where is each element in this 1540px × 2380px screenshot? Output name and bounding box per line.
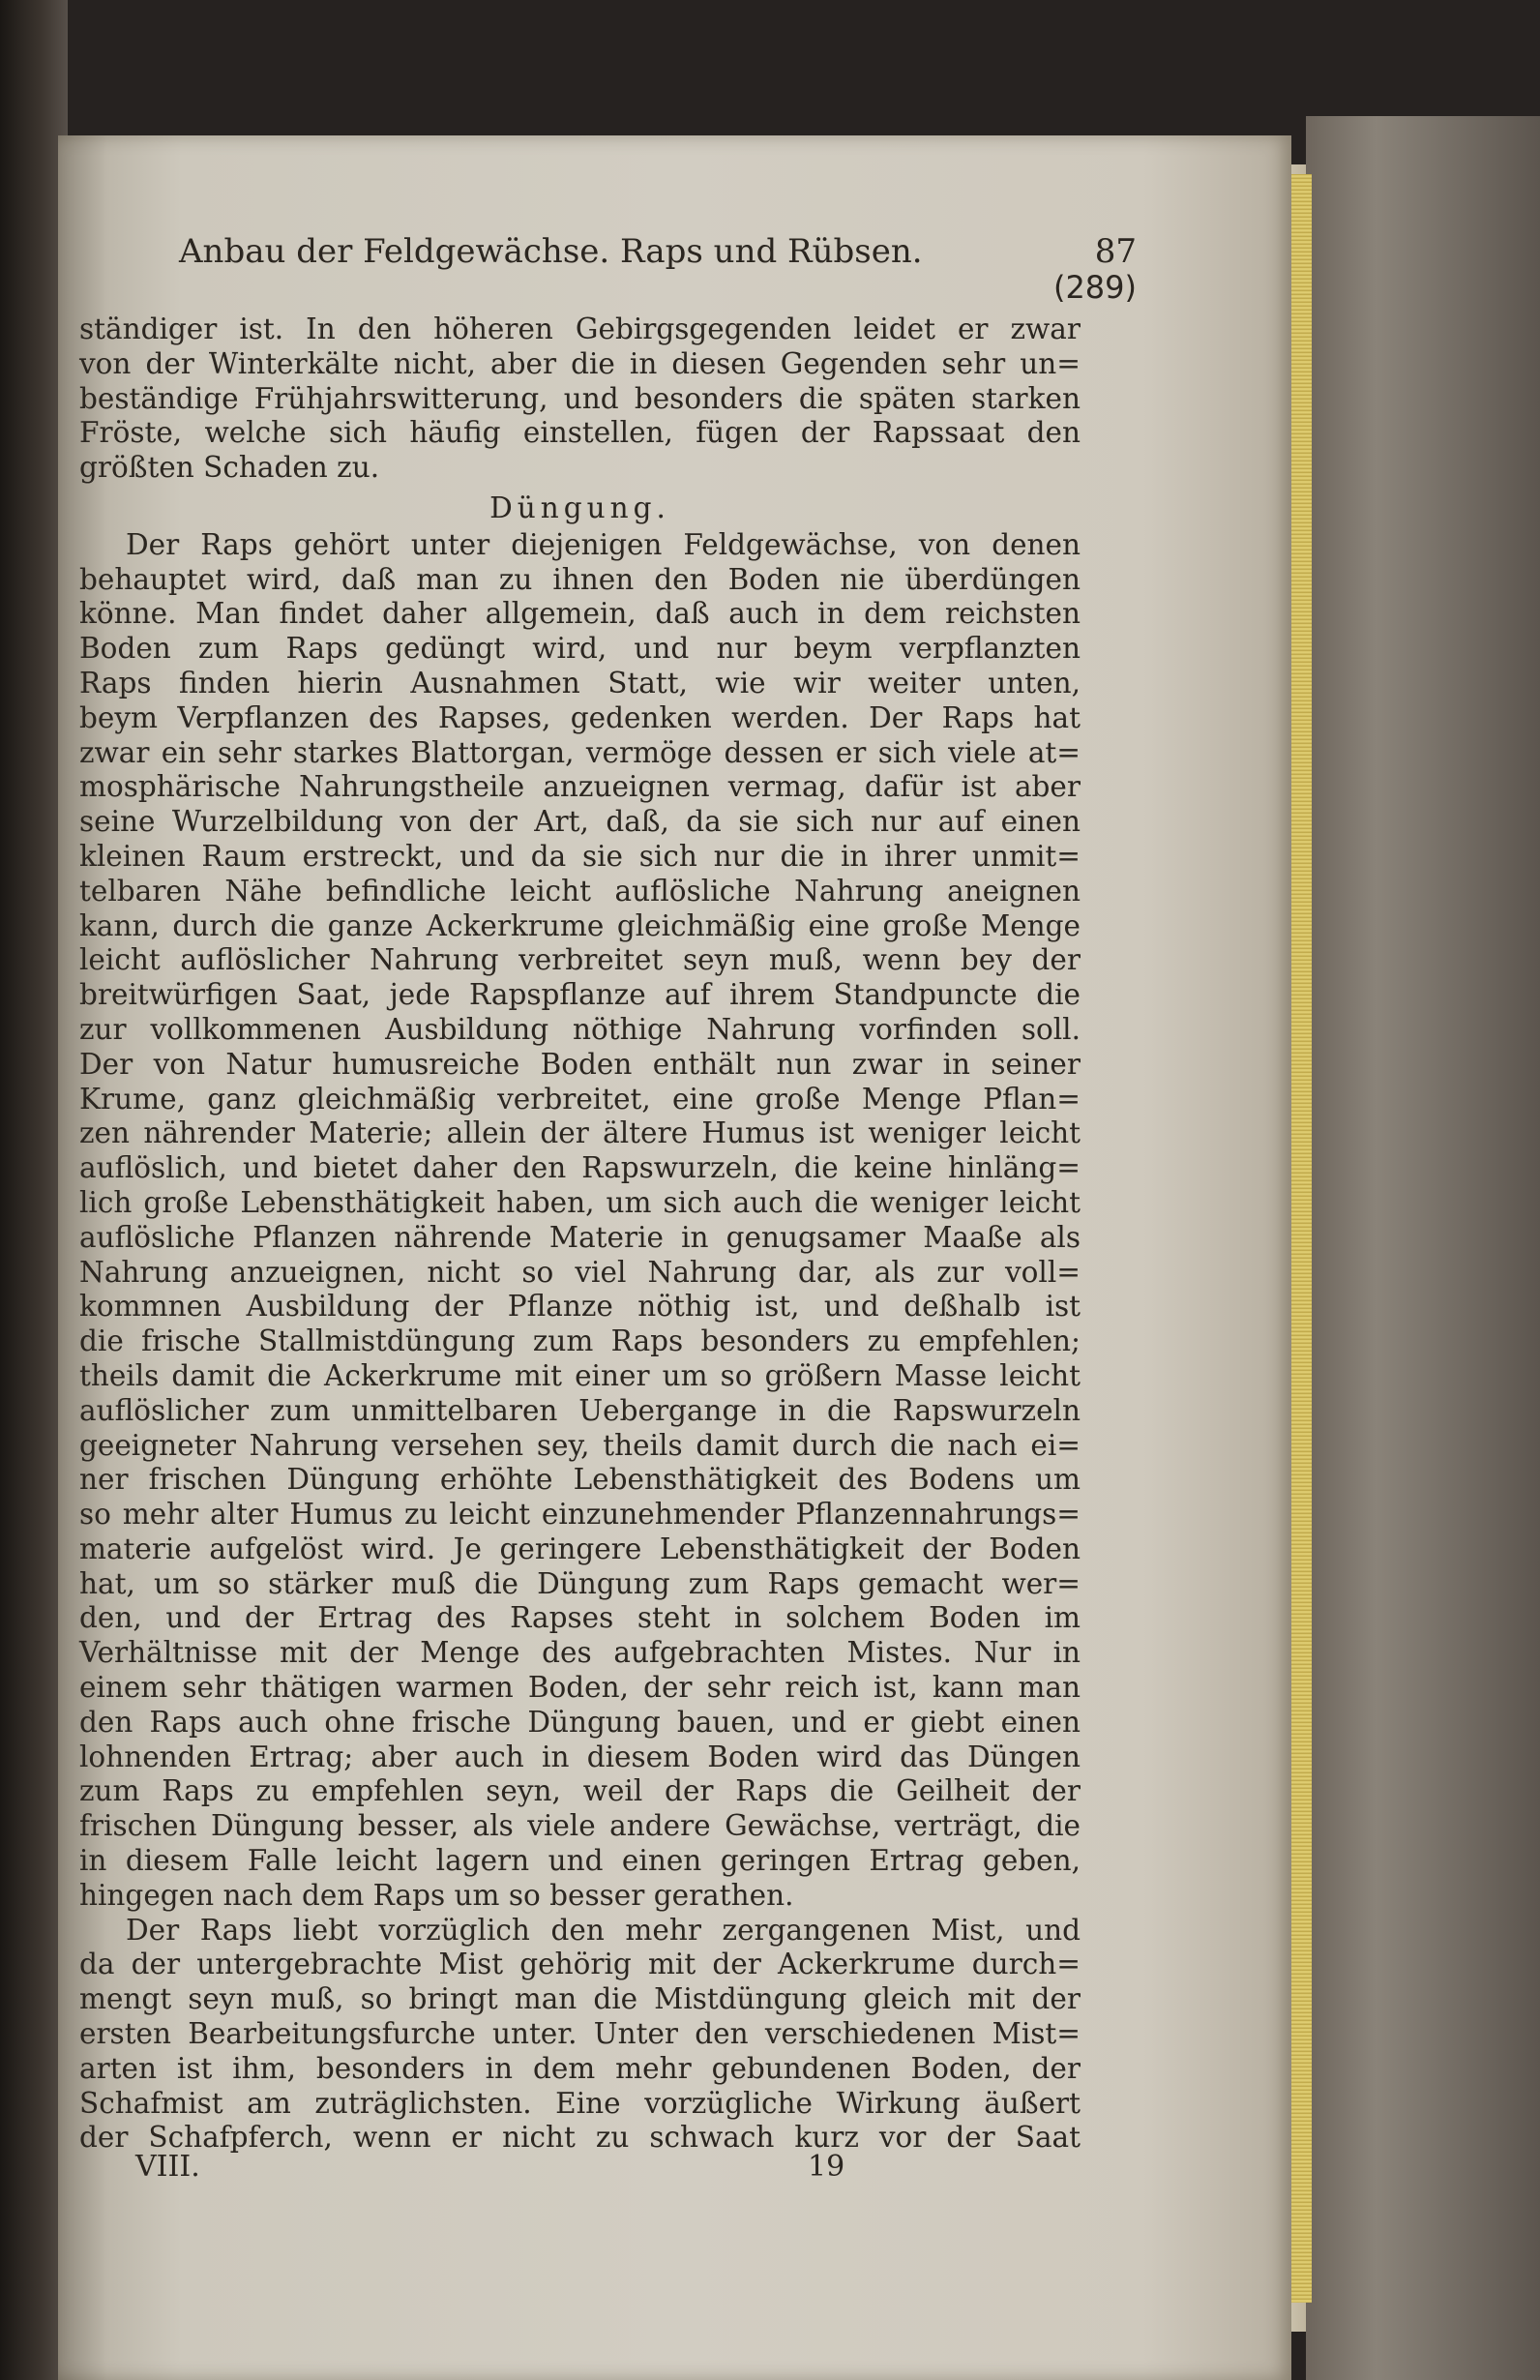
- running-title: Anbau der Feldgewächse. Raps und Rübsen.: [179, 232, 923, 271]
- page-footer: [135, 2150, 1006, 2188]
- sheet-number: 19: [808, 2150, 845, 2184]
- page-header: [179, 232, 1137, 306]
- text-line: in diesem Falle leicht lagern und einen geringen Ertrag geben,: [79, 1844, 1081, 1878]
- text-line: mengt seyn muß, so bringt man die Mistdüngung gleich mit der: [79, 1982, 1081, 2016]
- text-line: beständige Frühjahrswitterung, und besonders die späten starken: [79, 381, 1081, 415]
- text-line: Fröste, welche sich häufig einstellen, fügen der Rapssaat den: [79, 416, 1081, 450]
- text-line: kommnen Ausbildung der Pflanze nöthig ist, und deßhalb ist: [79, 1290, 1081, 1324]
- text-line: von der Winterkälte nicht, aber die in diesen Gegenden sehr un=: [79, 346, 1081, 380]
- text-line: theils damit die Ackerkrume mit einer um so größern Masse leicht: [79, 1358, 1081, 1392]
- text-line: einem sehr thätigen warmen Boden, der sehr reich ist, kann man: [79, 1671, 1081, 1705]
- text-line: kleinen Raum erstreckt, und da sie sich nur die in ihrer unmit=: [79, 839, 1081, 873]
- text-line: zen nährender Materie; allein der ältere Humus ist weniger leicht: [79, 1116, 1081, 1150]
- text-line: Der Raps gehört unter diejenigen Feldgewächse, von denen: [126, 527, 1081, 561]
- text-line: Der Raps liebt vorzüglich den mehr zergangenen Mist, und: [126, 1913, 1081, 1947]
- text-line: lohnenden Ertrag; aber auch in diesem Boden wird das Düngen: [79, 1740, 1081, 1773]
- text-line: den, und der Ertrag des Rapses steht in solchem Boden im: [79, 1601, 1081, 1635]
- text-line: auflöslich, und bietet daher den Rapswurzeln, die keine hinläng=: [79, 1151, 1081, 1185]
- text-line: beym Verpflanzen des Rapses, gedenken werden. Der Raps hat: [79, 700, 1081, 734]
- section-heading: Düngung.: [489, 491, 670, 524]
- text-line: telbaren Nähe befindliche leicht auflösliche Nahrung aneignen: [79, 874, 1081, 907]
- text-line: geeigneter Nahrung versehen sey, theils damit durch die nach ei=: [79, 1428, 1081, 1462]
- text-line: ständiger ist. In den höheren Gebirgsgegenden leidet er zwar: [79, 312, 1081, 345]
- text-line: kann, durch die ganze Ackerkrume gleichmäßig eine große Menge: [79, 908, 1081, 942]
- text-line: Krume, ganz gleichmäßig verbreitet, eine große Menge Pflan=: [79, 1082, 1081, 1116]
- text-line: Schafmist am zuträglichsten. Eine vorzügliche Wirkung äußert: [79, 2086, 1081, 2120]
- text-line: ner frischen Düngung erhöhte Lebensthätigkeit des Bodens um: [79, 1463, 1081, 1497]
- text-line: leicht auflöslicher Nahrung verbreitet seyn muß, wenn bey der: [79, 943, 1081, 977]
- text-line: Verhältnisse mit der Menge des aufgebrachten Mistes. Nur in: [79, 1636, 1081, 1670]
- text-line: so mehr alter Humus zu leicht einzunehmender Pflanzennahrungs=: [79, 1498, 1081, 1532]
- text-line: hingegen nach dem Raps um so besser gerathen.: [79, 1878, 794, 1912]
- text-line: auflösliche Pflanzen nährende Materie in genugsamer Maaße als: [79, 1220, 1081, 1254]
- text-line: Boden zum Raps gedüngt wird, und nur beym verpflanzten: [79, 632, 1081, 666]
- section-marker: (289): [1052, 269, 1137, 306]
- text-line: mosphärische Nahrungstheile anzueignen vermag, dafür ist aber: [79, 770, 1081, 804]
- text-line: Nahrung anzueignen, nicht so viel Nahrung dar, als zur voll=: [79, 1255, 1081, 1289]
- text-line: auflöslicher zum unmittelbaren Uebergange in die Rapswurzeln: [79, 1393, 1081, 1427]
- text-line: die frische Stallmistdüngung zum Raps besonders zu empfehlen;: [79, 1324, 1081, 1358]
- text-line: arten ist ihm, besonders in dem mehr gebundenen Boden, der: [79, 2051, 1081, 2085]
- text-line: könne. Man findet daher allgemein, daß auch in dem reichsten: [79, 597, 1081, 631]
- text-line: den Raps auch ohne frische Düngung bauen, und er giebt einen: [79, 1705, 1081, 1739]
- text-line: zwar ein sehr starkes Blattorgan, vermöge dessen er sich viele at=: [79, 735, 1081, 769]
- text-line: materie aufgelöst wird. Je geringere Lebensthätigkeit der Boden: [79, 1532, 1081, 1565]
- text-line: behauptet wird, daß man zu ihnen den Boden nie überdüngen: [79, 562, 1081, 596]
- text-line: lich große Lebensthätigkeit haben, um sich auch die weniger leicht: [79, 1185, 1081, 1219]
- text-line: Raps finden hierin Ausnahmen Statt, wie wir weiter unten,: [79, 666, 1081, 699]
- signature-mark: VIII.: [135, 2150, 200, 2184]
- text-line: ersten Bearbeitungsfurche unter. Unter den verschiedenen Mist=: [79, 2017, 1081, 2051]
- text-line: der Schafpferch, wenn er nicht zu schwach kurz vor der Saat: [79, 2121, 1081, 2155]
- text-line: Der von Natur humusreiche Boden enthält nun zwar in seiner: [79, 1047, 1081, 1081]
- page-number: 87: [1094, 232, 1137, 271]
- page-body-text: [79, 312, 1081, 2156]
- text-line: da der untergebrachte Mist gehörig mit der Ackerkrume durch=: [79, 1948, 1081, 1981]
- text-line: seine Wurzelbildung von der Art, daß, da sie sich nur auf einen: [79, 805, 1081, 839]
- text-line: zum Raps zu empfehlen seyn, weil der Raps die Geilheit der: [79, 1774, 1081, 1808]
- text-line: frischen Düngung besser, als viele andere Gewächse, verträgt, die: [79, 1809, 1081, 1843]
- book-cover: [1306, 116, 1540, 2380]
- text-line: größten Schaden zu.: [79, 451, 380, 485]
- text-line: breitwürfigen Saat, jede Rapspflanze auf ihrem Standpuncte die: [79, 978, 1081, 1012]
- text-line: hat, um so stärker muß die Düngung zum Raps gemacht wer=: [79, 1566, 1081, 1600]
- text-line: zur vollkommenen Ausbildung nöthige Nahrung vorfinden soll.: [79, 1012, 1081, 1046]
